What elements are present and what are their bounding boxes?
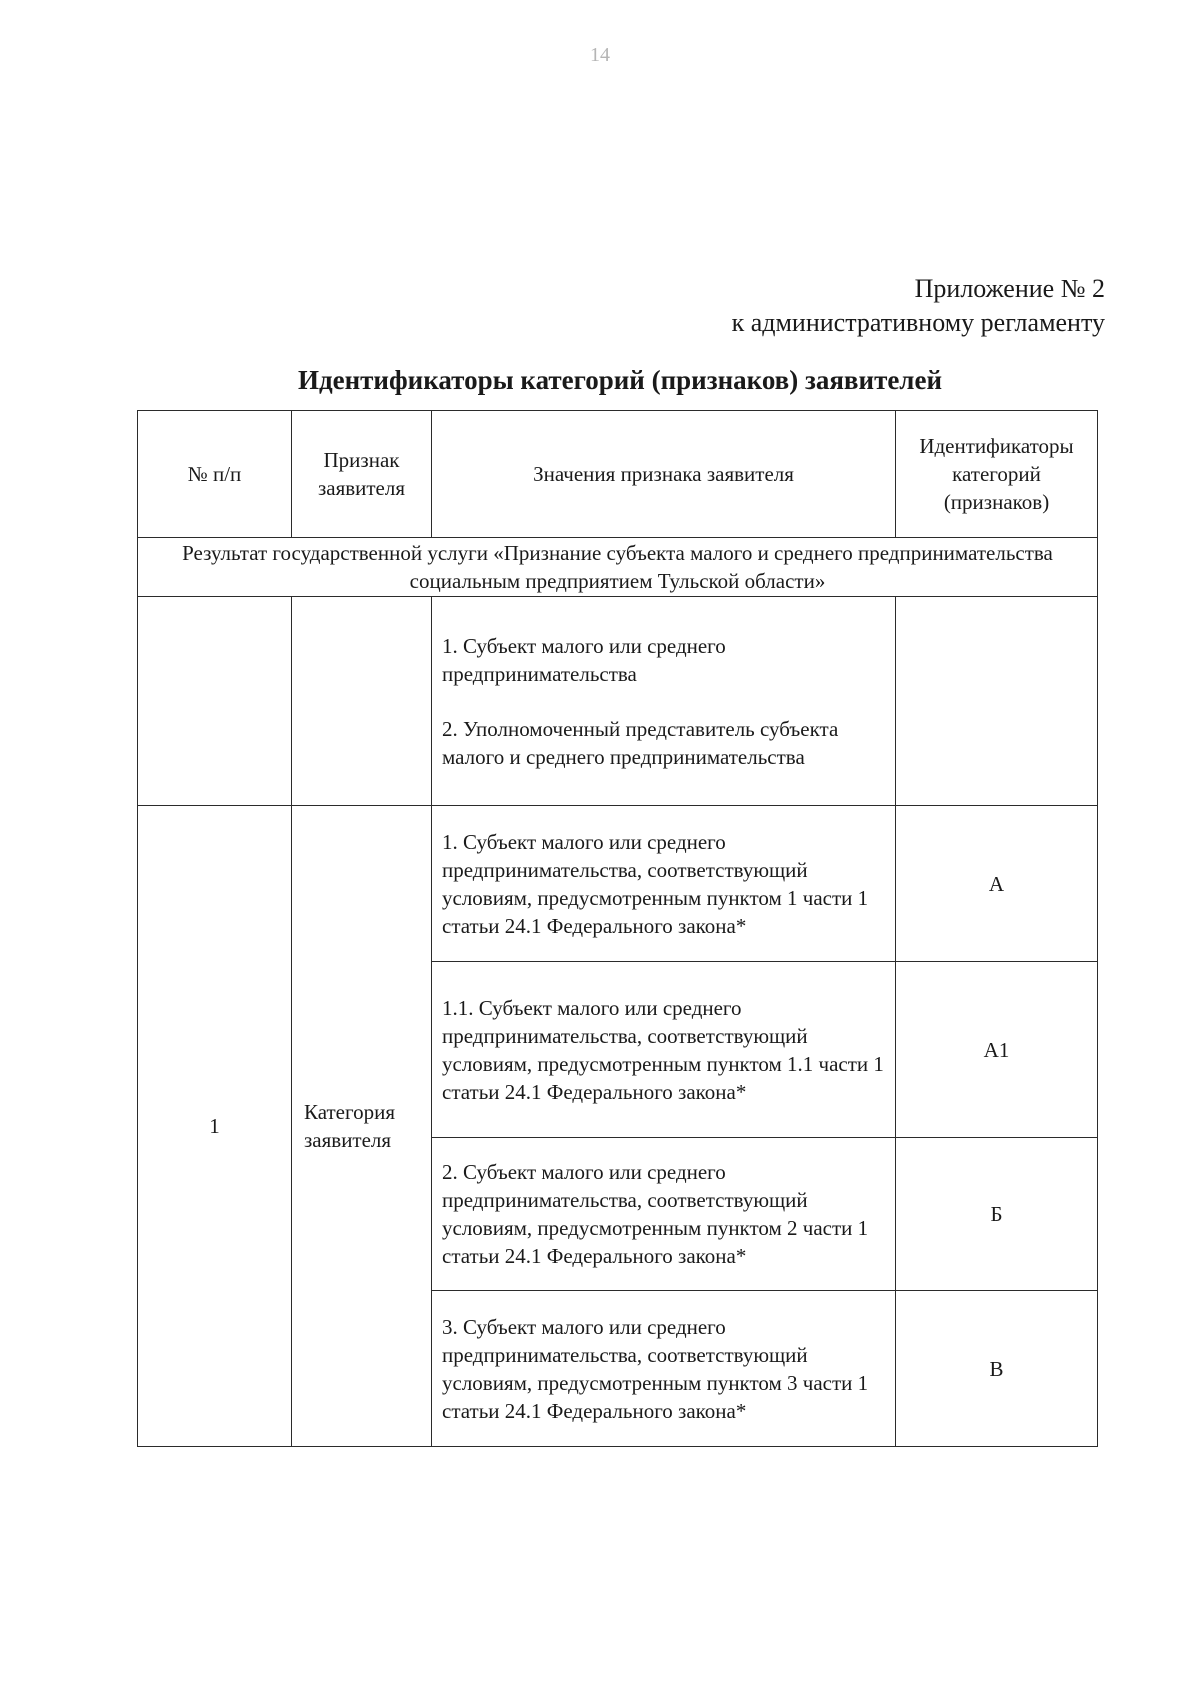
header-identifiers: Идентификаторы категорий (признаков) [896,411,1098,538]
value-cell [432,597,896,806]
table-row [138,806,1098,962]
appendix-line-2: к административному регламенту [731,308,1105,337]
table-header-row [138,411,1098,538]
appendix-line-1: Приложение № 2 [914,274,1105,303]
identifier-cell-empty [896,597,1098,806]
header-attribute: Признак заявителя [292,411,432,538]
value-item: 1. Субъект малого или среднего предпринимательства [442,633,726,686]
value-item: 2. Уполномоченный представитель субъекта малого и среднего предпринимательства [442,716,839,769]
identifier-cell: А [896,806,1098,962]
document-title: Идентификаторы категорий (признаков) заявителей [297,365,943,395]
num-cell: 1 [138,806,292,1447]
table-row [138,597,1098,806]
value-cell: 2. Субъект малого или среднего предпринимательства, соответствующий условиям, предусмотренным пунктом 2 части 1 статьи 24.1 Федерального закона* [432,1138,896,1291]
value-cell: 3. Субъект малого или среднего предпринимательства, соответствующий условиям, предусмотренным пунктом 3 части 1 статьи 24.1 Федерального закона* [432,1291,896,1447]
identifiers-table [137,410,1098,1447]
attribute-cell: Категория заявителя [292,806,432,1447]
result-cell: Результат государственной услуги «Признание субъекта малого и среднего предпринимательства социальным предприятием Тульской области» [138,538,1098,597]
identifier-cell: В [896,1291,1098,1447]
header-num: № п/п [138,411,292,538]
num-cell-empty [138,597,292,806]
value-cell: 1.1. Субъект малого или среднего предпринимательства, соответствующий условиям, предусмотренным пунктом 1.1 части 1 статьи 24.1 Федерального закона* [432,962,896,1138]
identifier-cell: Б [896,1138,1098,1291]
value-cell: 1. Субъект малого или среднего предпринимательства, соответствующий условиям, предусмотренным пунктом 1 части 1 статьи 24.1 Федерального закона* [432,806,896,962]
appendix-note [732,272,1105,340]
header-values: Значения признака заявителя [432,411,896,538]
page-number: 14 [590,44,610,66]
attribute-cell-empty [292,597,432,806]
result-row [138,538,1098,597]
identifier-cell: А1 [896,962,1098,1138]
